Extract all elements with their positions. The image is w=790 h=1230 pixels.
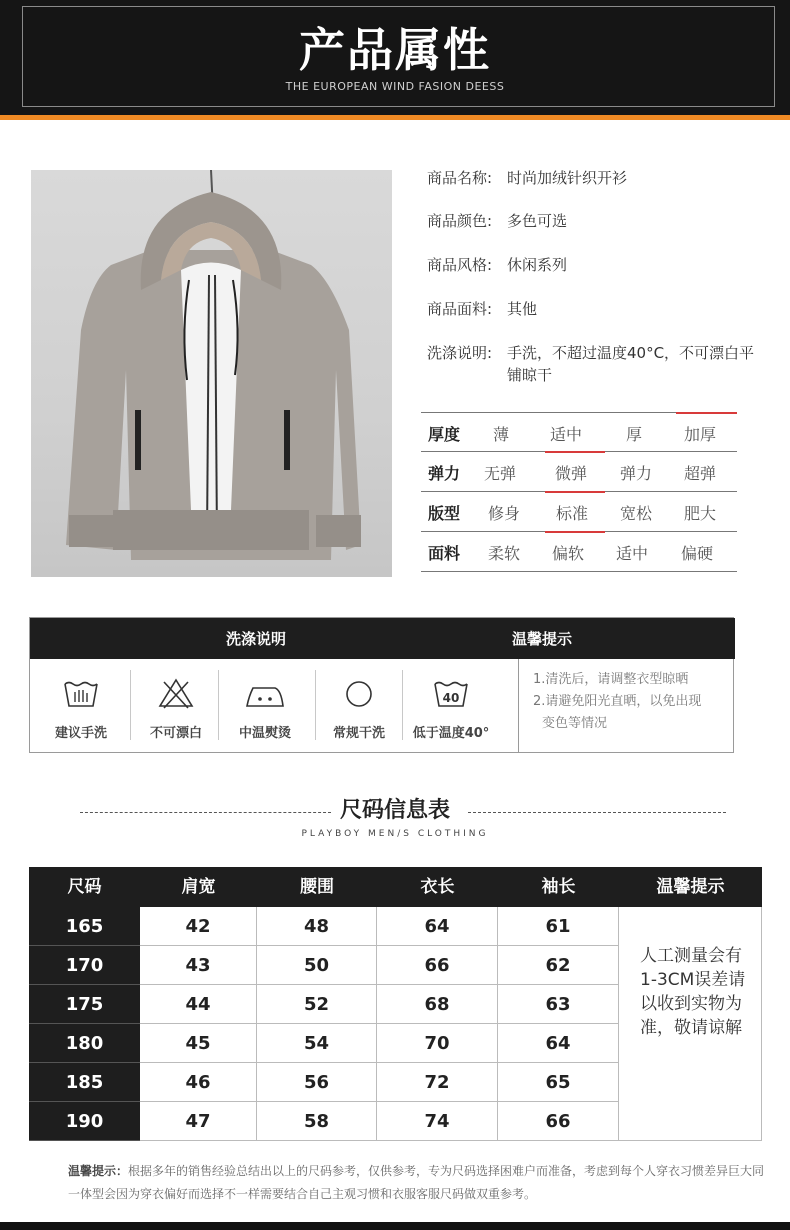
table-cell: 72 [377, 1063, 498, 1102]
table-cell: 54 [257, 1024, 377, 1063]
table-cell: 62 [498, 946, 619, 985]
spec-row-material [421, 532, 737, 572]
col-header: 腰围 [300, 877, 334, 897]
spec-option: 修身 [488, 504, 521, 523]
spec-grid [421, 412, 737, 572]
spec-option-selected: 加厚 [684, 425, 717, 444]
no-bleach-icon [156, 676, 196, 710]
table-cell: 68 [377, 985, 498, 1024]
size-tip-text: 人工测量会有1-3CM误差请以收到实物为准，敬请谅解 [640, 946, 746, 1038]
spec-option-selected: 偏软 [552, 544, 585, 563]
table-cell: 74 [377, 1102, 498, 1141]
care-no-bleach: 不可漂白 [133, 670, 219, 744]
table-cell: 66 [377, 946, 498, 985]
footnote [68, 1160, 773, 1206]
spec-option: 适中 [616, 544, 649, 563]
table-cell: 50 [257, 946, 377, 985]
attr-style: 商品风格: 休闲系列 [427, 256, 568, 274]
care-iron: 中温熨烫 [222, 670, 308, 744]
spec-option-selected: 微弹 [555, 464, 588, 483]
table-cell: 63 [498, 985, 619, 1024]
dry-clean-icon [339, 676, 379, 710]
care-heading: 洗涤说明 [226, 630, 287, 648]
table-row [29, 946, 619, 985]
size-section-title: 尺码信息表 [339, 798, 450, 823]
table-cell: 44 [140, 985, 257, 1024]
care-tip-line: 1.清洗后，请调整衣型晾晒 [533, 672, 689, 687]
table-cell: 70 [377, 1024, 498, 1063]
bottom-bar [0, 1222, 790, 1230]
accent-stripe [0, 115, 790, 120]
table-cell: 46 [140, 1063, 257, 1102]
size-table-header [29, 867, 762, 907]
footnote-text: 根据多年的销售经验总结出以上的尺码参考，仅供参考，专为尺码选择困难户而准备，考虑到每个人穿衣习惯差异巨大同一体型会因为穿衣偏好而选择不一样需要结合自己主观习惯和衣服客服尺码做双重参考。 [68, 1164, 765, 1201]
selected-mark [545, 531, 605, 533]
table-cell: 42 [140, 907, 257, 946]
table-cell: 56 [257, 1063, 377, 1102]
size-cell: 185 [29, 1063, 140, 1102]
care-vertical-divider [518, 659, 519, 753]
selected-mark [545, 491, 605, 493]
size-section-subtitle: PLAYBOY MEN/S CLOTHING [301, 829, 489, 839]
attr-name: 商品名称: 时尚加绒针织开衫 [427, 169, 628, 187]
table-row [29, 1063, 619, 1102]
spec-label: 厚度 [428, 425, 461, 444]
svg-text:40: 40 [442, 691, 460, 705]
spec-option: 宽松 [620, 504, 653, 523]
size-cell: 175 [29, 985, 140, 1024]
care-box [29, 617, 734, 753]
size-cell: 165 [29, 907, 140, 946]
table-cell: 64 [498, 1024, 619, 1063]
care-divider [402, 670, 403, 740]
table-cell: 48 [257, 907, 377, 946]
table-cell: 43 [140, 946, 257, 985]
iron-medium-icon [243, 676, 287, 710]
footnote-label: 温馨提示： [68, 1164, 129, 1178]
page-subtitle: THE EUROPEAN WIND FASION DEESS [285, 80, 505, 93]
title-dash-right [468, 812, 726, 813]
spec-option: 适中 [550, 425, 583, 444]
care-divider [130, 670, 131, 740]
size-tip-cell [619, 907, 762, 1141]
spec-row-elasticity [421, 452, 737, 492]
spec-option: 偏硬 [681, 544, 714, 563]
attr-wash: 洗涤说明: 手洗，不超过温度40°C，不可漂白平铺晾干 [427, 344, 755, 384]
hand-wash-icon [61, 676, 101, 710]
spec-row-thickness [421, 412, 737, 452]
care-dry-clean: 常规干洗 [316, 670, 402, 744]
table-cell: 47 [140, 1102, 257, 1141]
spec-option: 弹力 [620, 464, 653, 483]
care-header [30, 618, 735, 659]
spec-option: 肥大 [684, 504, 717, 523]
care-wash-40: 40 低于温度40° [408, 670, 494, 744]
table-row [29, 1024, 619, 1063]
product-photo [31, 170, 392, 577]
table-row [29, 907, 619, 946]
spec-option: 柔软 [488, 544, 521, 563]
spec-row-fit [421, 492, 737, 532]
care-tip-line: 2.请避免阳光直晒，以免出现 [533, 694, 702, 709]
table-row [29, 985, 619, 1024]
table-cell: 64 [377, 907, 498, 946]
table-row [29, 1102, 619, 1141]
size-table [29, 867, 762, 1141]
col-header: 肩宽 [181, 877, 216, 897]
col-header: 温馨提示 [656, 877, 725, 897]
col-header: 尺码 [67, 877, 102, 897]
care-tip-line: 变色等情况 [542, 716, 608, 731]
wash-40-icon [431, 676, 471, 710]
table-cell: 45 [140, 1024, 257, 1063]
table-cell: 65 [498, 1063, 619, 1102]
tips-heading: 温馨提示 [512, 630, 573, 648]
header-banner [0, 0, 790, 118]
care-divider [218, 670, 219, 740]
spec-option: 无弹 [484, 464, 517, 483]
page-title: 产品属性 [299, 23, 491, 77]
spec-option-selected: 标准 [556, 504, 589, 523]
size-cell: 180 [29, 1024, 140, 1063]
spec-option: 薄 [493, 425, 510, 444]
selected-mark [545, 451, 605, 453]
attr-color: 商品颜色: 多色可选 [427, 212, 568, 230]
col-header: 袖长 [541, 877, 576, 897]
spec-label: 版型 [428, 504, 461, 523]
attr-fabric: 商品面料: 其他 [427, 300, 538, 318]
spec-option: 超弹 [684, 464, 717, 483]
table-cell: 52 [257, 985, 377, 1024]
table-cell: 61 [498, 907, 619, 946]
size-cell: 170 [29, 946, 140, 985]
col-header: 衣长 [420, 877, 455, 897]
spec-label: 面料 [428, 544, 461, 563]
selected-mark [676, 412, 737, 414]
size-cell: 190 [29, 1102, 140, 1141]
table-cell: 66 [498, 1102, 619, 1141]
table-cell: 58 [257, 1102, 377, 1141]
spec-label: 弹力 [428, 464, 461, 483]
care-hand-wash: 建议手洗 [38, 670, 124, 744]
spec-option: 厚 [626, 425, 643, 444]
